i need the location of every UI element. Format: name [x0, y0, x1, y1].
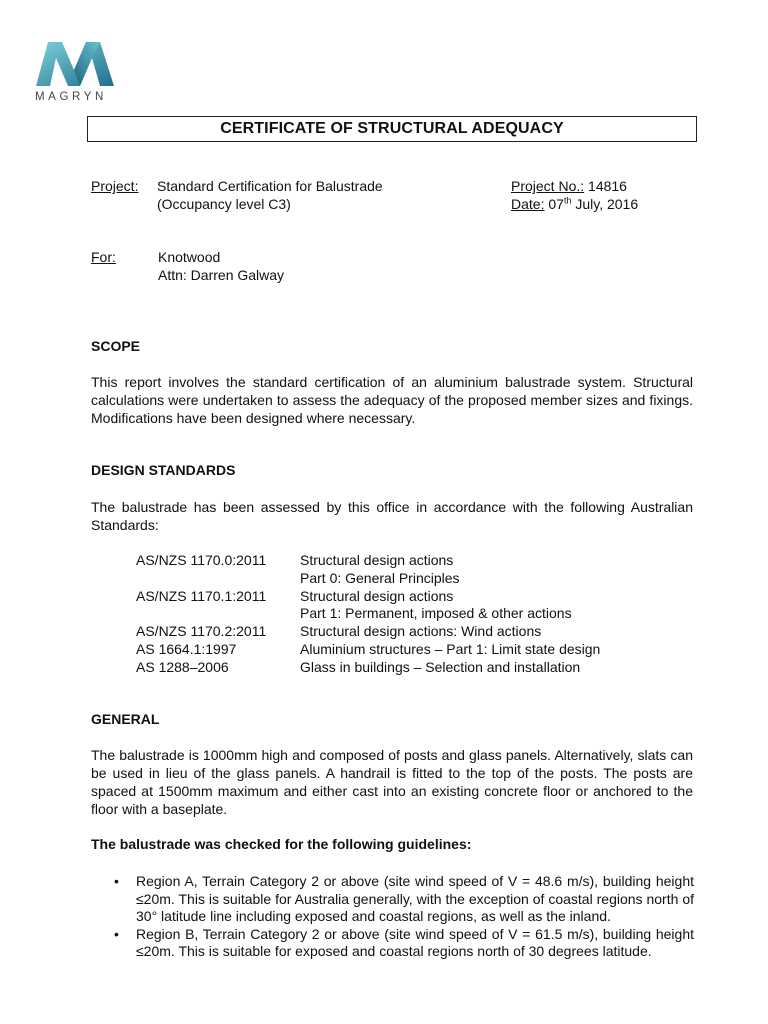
general-text: The balustrade is 1000mm high and composed of posts and glass panels. Alternatively, slats can be used in lieu of the glass panels. A handrail is fitted to the top of the posts. The posts are spaced at 1500mm maximum and either cast into an existing concrete floor or anchored to the floor with a baseplate. — [91, 747, 693, 817]
client-name: Knotwood — [158, 249, 221, 265]
client-attn: Attn: Darren Galway — [158, 267, 285, 283]
standard-description: Structural design actions — [300, 552, 454, 568]
standard-code: AS 1664.1:1997 — [136, 641, 237, 657]
standard-description: Aluminium structures – Part 1: Limit state design — [300, 641, 601, 657]
project-line2: (Occupancy level C3) — [157, 196, 291, 212]
standard-row — [136, 551, 656, 569]
date-suffix: th — [563, 195, 572, 206]
standard-code: AS 1288–2006 — [136, 658, 229, 675]
standard-row — [136, 658, 656, 676]
standard-code: AS/NZS 1170.1:2011 — [136, 587, 267, 604]
bullet-icon: • — [114, 873, 119, 889]
project-number — [511, 177, 627, 195]
standard-row — [136, 640, 656, 658]
document-title: CERTIFICATE OF STRUCTURAL ADEQUACY — [87, 116, 697, 142]
standard-row — [136, 604, 656, 622]
standard-row — [136, 622, 656, 640]
project-date — [511, 195, 638, 213]
company-logo — [34, 40, 118, 108]
design-standards-heading: DESIGN STANDARDS — [91, 462, 236, 478]
standard-row — [136, 569, 656, 587]
standard-code: AS/NZS 1170.2:2011 — [136, 623, 267, 640]
project-line1: Standard Certification for Balustrade — [157, 178, 383, 194]
standard-description: Part 0: General Principles — [300, 569, 460, 586]
general-heading: GENERAL — [91, 711, 160, 727]
guideline-item — [110, 873, 694, 926]
standard-description: Structural design actions: Wind actions — [300, 623, 542, 640]
scope-text: This report involves the standard certification of an aluminium balustrade system. Structural calculations were undertaken to assess the adequacy of the proposed member sizes and fixings. Modifications have been designed where necessary. — [91, 374, 693, 426]
guideline-text: Region B, Terrain Category 2 or above (site wind speed of V = 61.5 m/s), building height ≤20m. This is suitable for exposed and coastal regions north of 30 degrees latitude. — [136, 925, 694, 959]
brand-name: MAGRYN — [35, 91, 107, 103]
bullet-icon: • — [114, 925, 119, 942]
project-number-label: Project No.: — [511, 178, 585, 194]
date-rest: July, 2016 — [575, 196, 639, 212]
project-number-value: 14816 — [588, 178, 627, 194]
for-label: For: — [91, 249, 116, 265]
standard-code: AS/NZS 1170.0:2011 — [136, 552, 267, 568]
guideline-text: Region A, Terrain Category 2 or above (site wind speed of V = 48.6 m/s), building height ≤20m. This is suitable for Australia generally, with the exception of coastal regions north of 30° latitude line including exposed and coastal regions, as well as the inland. — [136, 873, 694, 924]
standard-row — [136, 587, 656, 605]
scope-heading: SCOPE — [91, 338, 141, 354]
standard-description: Glass in buildings – Selection and installation — [300, 658, 581, 675]
project-label: Project: — [91, 178, 139, 194]
standard-description: Part 1: Permanent, imposed & other actions — [300, 605, 572, 622]
guidelines-list — [110, 873, 694, 961]
guidelines-heading: The balustrade was checked for the following guidelines: — [91, 836, 472, 852]
magryn-logo-mark-icon — [34, 40, 118, 88]
standard-description: Structural design actions — [300, 587, 454, 604]
guideline-item — [110, 926, 694, 961]
date-day: 07 — [548, 196, 564, 212]
design-standards-intro: The balustrade has been assessed by this office in accordance with the following Australian Standards: — [91, 499, 693, 533]
date-label: Date: — [511, 196, 545, 212]
